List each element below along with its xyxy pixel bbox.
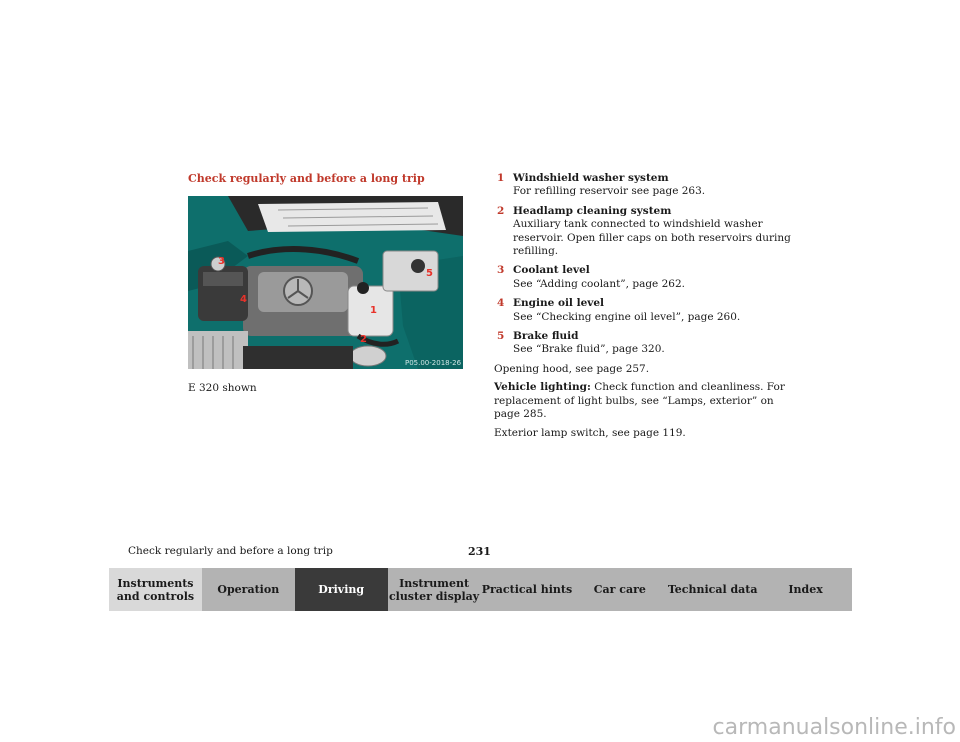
item-number: 3 [497,264,505,277]
item-title: Headlamp cleaning system [513,204,672,217]
maintenance-item [494,297,794,324]
page-number: 231 [468,545,491,558]
callout-5: 5 [426,268,433,279]
nav-tab-instrument-cluster-display[interactable] [388,568,481,611]
nav-tab-technical-data[interactable] [666,568,759,611]
maintenance-item [494,205,794,259]
figure-ref-code: P05.00-2018-26 [405,359,462,367]
section-nav [109,568,852,611]
nav-tab-label: Car care [593,583,646,596]
footer-title: Check regularly and before a long trip [128,545,333,557]
callout-2: 2 [360,334,367,345]
item-description: See “Adding coolant”, page 262. [513,277,685,290]
section-heading: Check regularly and before a long trip [188,172,425,185]
content-column [494,172,794,445]
nav-tab-driving[interactable] [295,568,388,611]
item-number: 5 [497,330,505,343]
nav-tab-label: Practical hints [481,583,573,596]
nav-tab-label: Instruments and controls [116,576,195,603]
nav-tab-operation[interactable] [202,568,295,611]
item-number: 4 [497,297,505,310]
item-number: 1 [497,172,505,184]
lighting-label: Vehicle lighting: [494,381,591,394]
item-number: 2 [497,204,505,217]
callout-4: 4 [240,294,247,305]
item-description: Auxiliary tank connected to windshield washer reservoir. Open filler caps on both reservoirs during refilling. [513,218,791,258]
lighting-paragraph [494,381,794,421]
maintenance-item [494,264,794,291]
maintenance-item [494,330,794,357]
item-description: See “Checking engine oil level”, page 260. [513,310,741,323]
item-title: Coolant level [513,264,590,277]
watermark: carmanualsonline.info [712,715,956,740]
nav-tab-index[interactable] [759,568,852,611]
item-description: For refilling reservoir see page 263. [513,185,706,198]
engine-compartment-illustration [188,196,463,369]
maintenance-item [494,172,794,199]
illustration-caption: E 320 shown [188,382,257,394]
nav-tab-label: Instrument cluster display [388,576,480,603]
item-title: Brake fluid [513,330,579,343]
nav-tab-practical-hints[interactable] [481,568,574,611]
hood-paragraph: Opening hood, see page 257. [494,362,650,375]
item-title: Engine oil level [513,297,605,310]
callout-1: 1 [370,305,377,316]
nav-tab-label: Technical data [667,583,758,596]
lighting-text: Check function and cleanliness. For replacement of light bulbs, see “Lamps, exterior” on page 285. [494,381,785,421]
nav-tab-instruments-and-controls[interactable] [109,568,202,611]
lamp-switch-paragraph: Exterior lamp switch, see page 119. [494,426,686,439]
nav-tab-label: Driving [318,583,365,596]
nav-tab-label: Index [788,583,823,596]
item-description: See “Brake fluid”, page 320. [513,343,665,356]
item-title: Windshield washer system [513,172,669,184]
nav-tab-car-care[interactable] [573,568,666,611]
callout-3: 3 [218,256,225,267]
nav-tab-label: Operation [217,583,280,596]
